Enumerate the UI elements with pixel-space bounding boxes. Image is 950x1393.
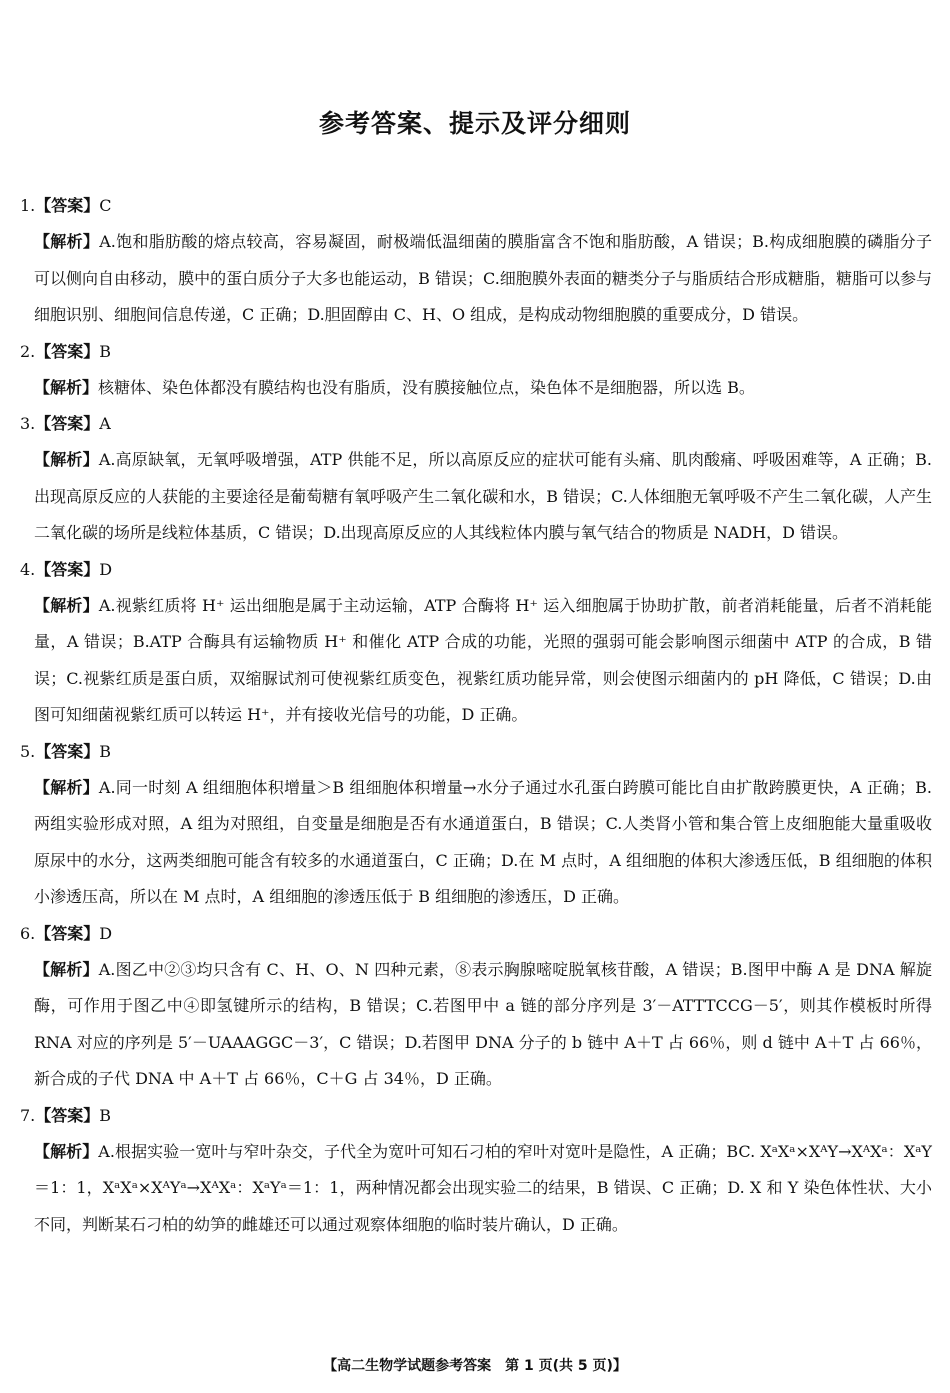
answer-list — [20, 188, 932, 1243]
analysis-tag: 【解析】 — [34, 595, 99, 615]
answer-item-3 — [20, 406, 932, 552]
analysis-tag: 【解析】 — [34, 450, 99, 469]
answer-value: B — [99, 1105, 112, 1125]
item-number: 2. — [20, 341, 36, 361]
analysis-tag: 【解析】 — [34, 377, 99, 397]
analysis-body: A.同一时刻 A 组细胞体积增量＞B 组细胞体积增量→水分子通过水孔蛋白跨膜可能比自由扩散跨膜更快，A 正确；B.两组实验形成对照，A 组为对照组，自变量是细胞是否有水通道蛋白，B 错误；C.人类肾小管和集合管上皮细胞能大量重吸收原尿中的水分，这两类细胞可能含有较多的水通道蛋白，C 正确；D.在 M 点时，A 组细胞的体积大渗透压低，B 组细胞的体积小渗透压高，所以在 M 点时，A 组细胞的渗透压低于 B 组细胞的渗透压，D 正确。 — [34, 777, 932, 906]
item-number: 1. — [20, 196, 36, 215]
answer-tag: 【答案】 — [35, 1105, 100, 1125]
answer-item-1 — [20, 188, 932, 334]
analysis-text — [20, 770, 932, 916]
answer-line — [20, 188, 932, 224]
analysis-text — [20, 952, 932, 1098]
answer-line — [20, 1098, 932, 1134]
answer-value: D — [99, 559, 113, 579]
analysis-text — [20, 1134, 932, 1244]
analysis-body: A.根据实验一宽叶与窄叶杂交，子代全为宽叶可知石刁柏的窄叶对宽叶是隐性，A 正确；BC. XᵃXᵃ×XᴬY→XᴬXᵃ：XᵃY＝1：1，XᵃXᵃ×XᴬYᵃ→XᴬXᵃ：XᵃYᵃ＝1：1，两种情况都会出现实验二的结果，B 错误、C 正确；D. X 和 Y 染色体性状、大小不同，判断某石刁柏的幼笋的雌雄还可以通过观察体细胞的临时装片确认，D 正确。 — [34, 1141, 932, 1234]
answer-value: B — [99, 741, 112, 761]
analysis-tag: 【解析】 — [34, 777, 99, 797]
answer-item-7 — [20, 1098, 932, 1244]
analysis-body: A.高原缺氧，无氧呼吸增强，ATP 供能不足，所以高原反应的症状可能有头痛、肌肉酸痛、呼吸困难等，A 正确；B.出现高原反应的人获能的主要途径是葡萄糖有氧呼吸产生二氧化碳和水，B 错误；C.人体细胞无氧呼吸不产生二氧化碳，人产生二氧化碳的场所是线粒体基质，C 错误；D.出现高原反应的人其线粒体内膜与氧气结合的物质是 NADH，D 错误。 — [34, 450, 932, 542]
answer-item-5 — [20, 734, 932, 916]
item-number: 3. — [20, 414, 36, 433]
page-footer: 【高二生物学试题参考答案 第 1 页(共 5 页)】 — [323, 1358, 627, 1374]
answer-tag: 【答案】 — [35, 414, 100, 433]
answer-tag: 【答案】 — [35, 559, 100, 579]
answer-item-2 — [20, 334, 932, 407]
analysis-tag: 【解析】 — [34, 232, 100, 251]
analysis-text — [20, 224, 932, 334]
answer-value: A — [99, 414, 111, 433]
answer-line — [20, 734, 932, 770]
analysis-body: A.视紫红质将 H⁺ 运出细胞是属于主动运输，ATP 合酶将 H⁺ 运入细胞属于协助扩散，前者消耗能量，后者不消耗能量，A 错误；B.ATP 合酶具有运输物质 H⁺ 和催化 ATP 合成的功能，光照的强弱可能会影响图示细菌中 ATP 的合成，B 错误；C.视紫红质是蛋白质，双缩脲试剂可使视紫红质变色，视紫红质功能异常，则会使图示细菌内的 pH 降低，C 错误；D.由图可知细菌视紫红质可以转运 H⁺，并有接收光信号的功能，D 正确。 — [34, 595, 932, 724]
answer-tag: 【答案】 — [35, 196, 100, 215]
analysis-tag: 【解析】 — [34, 1141, 99, 1161]
analysis-body: 核糖体、染色体都没有膜结构也没有脂质，没有膜接触位点，染色体不是细胞器，所以选 B。 — [98, 377, 755, 397]
page-title: 参考答案、提示及评分细则 — [318, 109, 631, 138]
analysis-text — [20, 588, 932, 734]
analysis-text — [20, 370, 932, 407]
answer-line — [20, 334, 932, 370]
answer-value: C — [99, 196, 112, 215]
answer-item-4 — [20, 552, 932, 734]
analysis-tag: 【解析】 — [34, 959, 99, 979]
answer-line — [20, 406, 932, 442]
answer-value: B — [99, 341, 112, 361]
item-number: 4. — [20, 559, 36, 579]
analysis-body: A.图乙中②③均只含有 C、H、O、N 四种元素，⑧表示胸腺嘧啶脱氧核苷酸，A 错误；B.图甲中酶 A 是 DNA 解旋酶，可作用于图乙中④即氢键所示的结构，B 错误；C.若图甲中 a 链的部分序列是 3′－ATTTCCG－5′，则其作模板时所得 RNA 对应的序列是 5′－UAAAGGC－3′，C 错误；D.若图甲 DNA 分子的 b 链中 A＋T 占 66％，则 d 链中 A＋T 占 66％，新合成的子代 DNA 中 A＋T 占 66％，C＋G 占 34％，D 正确。 — [34, 959, 932, 1088]
answer-value: D — [99, 923, 113, 943]
answer-item-6 — [20, 916, 932, 1098]
item-number: 7. — [20, 1105, 36, 1125]
analysis-text — [20, 442, 932, 552]
analysis-body: A.饱和脂肪酸的熔点较高，容易凝固，耐极端低温细菌的膜脂富含不饱和脂肪酸，A 错误；B.构成细胞膜的磷脂分子可以侧向自由移动，膜中的蛋白质分子大多也能运动，B 错误；C.细胞膜外表面的糖类分子与脂质结合形成糖脂，糖脂可以参与细胞识别、细胞间信息传递，C 正确；D.胆固醇由 C、H、O 组成，是构成动物细胞膜的重要成分，D 错误。 — [34, 232, 932, 324]
answer-tag: 【答案】 — [35, 341, 100, 361]
item-number: 5. — [20, 741, 36, 761]
answer-tag: 【答案】 — [35, 923, 100, 943]
answer-line — [20, 552, 932, 588]
answer-line — [20, 916, 932, 952]
answer-tag: 【答案】 — [35, 741, 100, 761]
item-number: 6. — [20, 923, 36, 943]
